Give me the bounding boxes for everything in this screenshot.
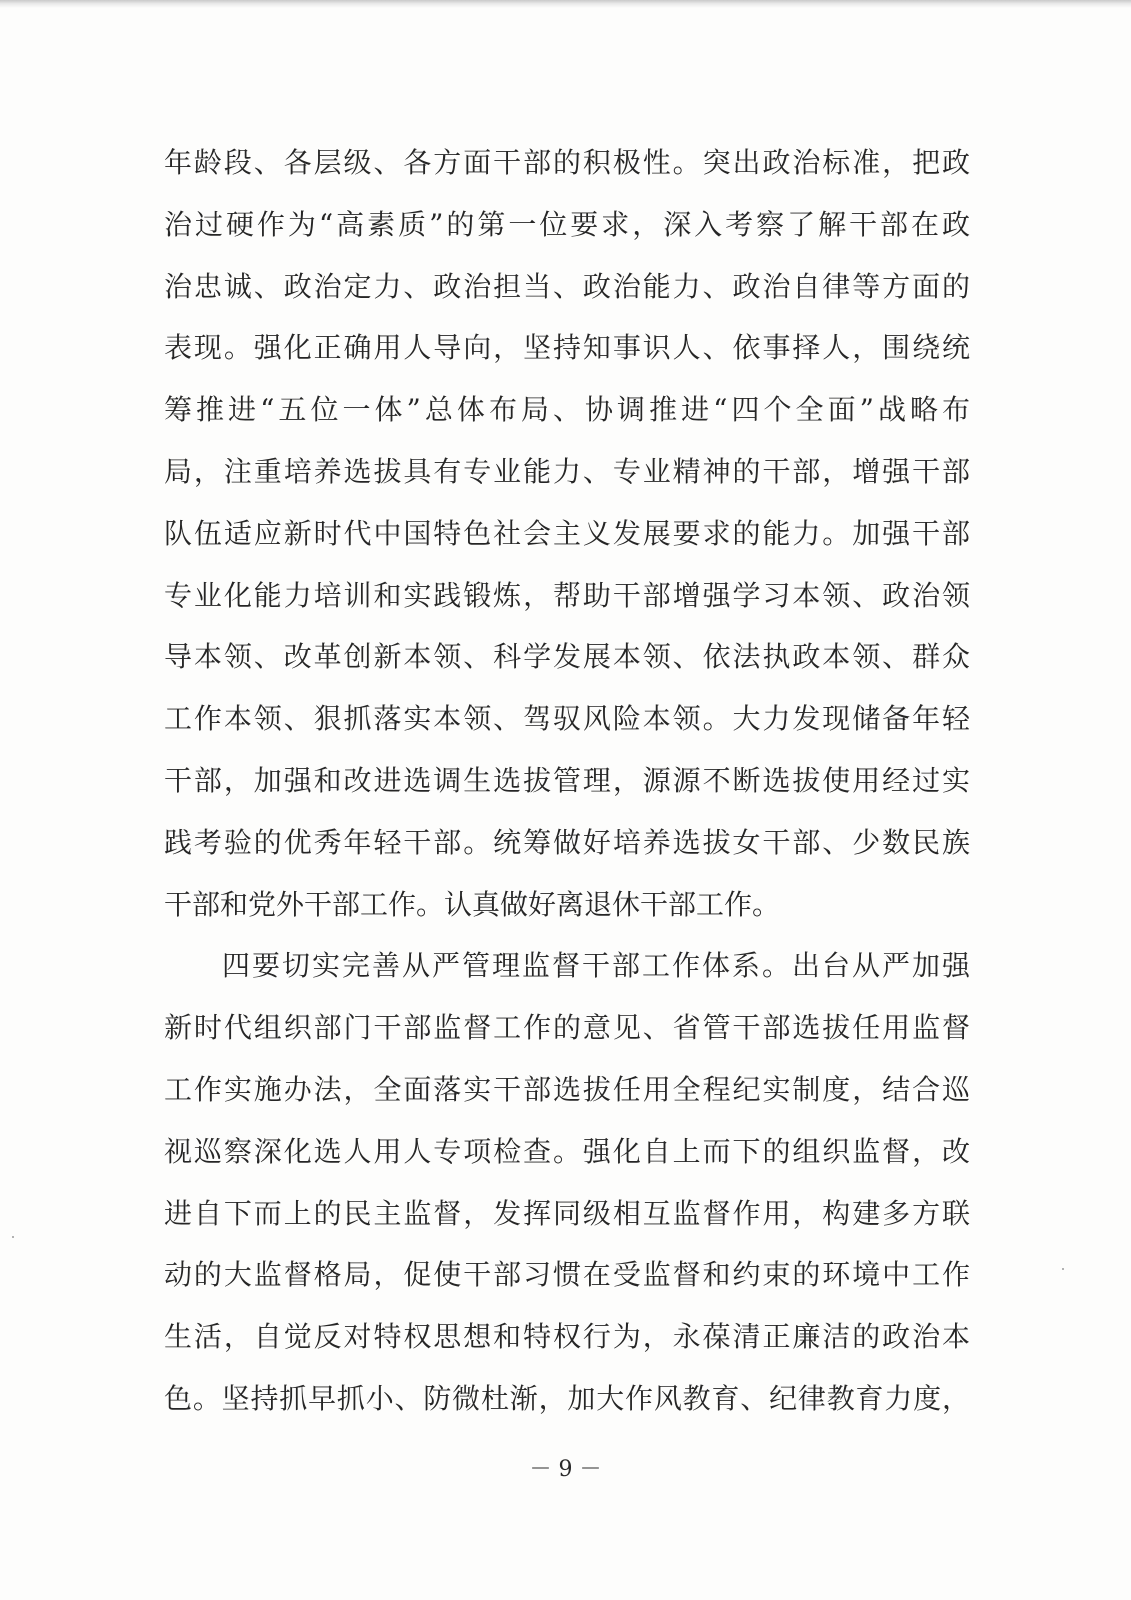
body-text [164, 132, 970, 1430]
text-line: 色。坚持抓早抓小、防微杜渐，加大作风教育、纪律教育力度， [164, 1381, 970, 1415]
text-line: 干部和党外干部工作。认真做好离退休干部工作。 [164, 887, 781, 921]
text-line: 工作本领、狠抓落实本领、驾驭风险本领。大力发现储备年轻 [164, 702, 970, 736]
text-line: 专业化能力培训和实践锻炼，帮助干部增强学习本领、政治领 [164, 578, 970, 612]
scan-speck [1062, 1268, 1064, 1270]
text-line: 动的大监督格局，促使干部习惯在受监督和约束的环境中工作 [164, 1258, 970, 1292]
text-line: 导本领、改革创新本领、科学发展本领、依法执政本领、群众 [164, 640, 970, 674]
text-line: 筹推进“五位一体”总体布局、协调推进“四个全面”战略布 [164, 393, 970, 427]
text-line: 治忠诚、政治定力、政治担当、政治能力、政治自律等方面的 [164, 269, 970, 303]
text-line: 干部，加强和改进选调生选拔管理，源源不断选拔使用经过实 [164, 763, 970, 797]
paragraph-first-line: 四要切实完善从严管理监督干部工作体系。出台从严加强 [222, 949, 970, 983]
text-line: 队伍适应新时代中国特色社会主义发展要求的能力。加强干部 [164, 516, 970, 550]
text-line: 视巡察深化选人用人专项检查。强化自上而下的组织监督，改 [164, 1134, 970, 1168]
scan-speck [12, 1236, 14, 1238]
text-line: 生活，自觉反对特权思想和特权行为，永葆清正廉洁的政治本 [164, 1320, 970, 1354]
text-line: 局，注重培养选拔具有专业能力、专业精神的干部，增强干部 [164, 454, 970, 488]
text-line: 治过硬作为“高素质”的第一位要求，深入考察了解干部在政 [164, 207, 970, 241]
text-line: 工作实施办法，全面落实干部选拔任用全程纪实制度，结合巡 [164, 1072, 970, 1106]
scan-top-edge [0, 0, 1131, 8]
page-number: － 9 － [529, 1457, 602, 1482]
text-line: 新时代组织部门干部监督工作的意见、省管干部选拔任用监督 [164, 1011, 970, 1045]
text-line: 表现。强化正确用人导向，坚持知事识人、依事择人，围绕统 [164, 331, 970, 365]
text-line: 进自下而上的民主监督，发挥同级相互监督作用，构建多方联 [164, 1196, 970, 1230]
text-line: 年龄段、各层级、各方面干部的积极性。突出政治标准，把政 [164, 146, 970, 179]
text-line: 践考验的优秀年轻干部。统筹做好培养选拔女干部、少数民族 [164, 825, 970, 859]
